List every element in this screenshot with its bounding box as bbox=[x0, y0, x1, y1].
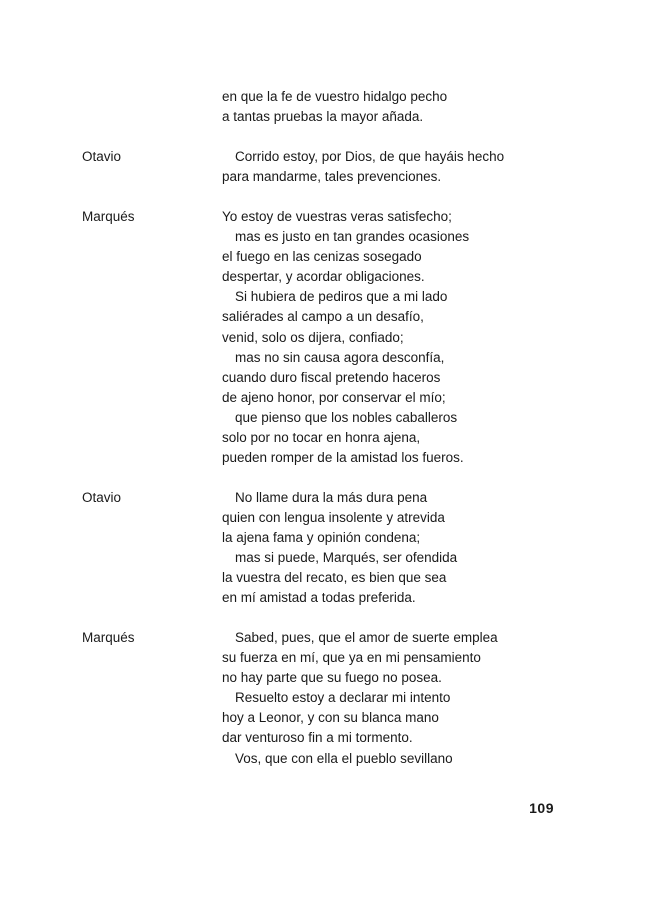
verse-line: de ajeno honor, por conservar el mío; bbox=[222, 389, 446, 405]
verse-lines bbox=[222, 147, 602, 187]
verse-line: saliérades al campo a un desafío, bbox=[222, 309, 424, 325]
verse-line: en que la fe de vuestro hidalgo pecho bbox=[222, 89, 448, 104]
verse-line: pueden romper de la amistad los fueros. bbox=[222, 450, 464, 466]
verse-line: quien con lengua insolente y atrevida bbox=[222, 510, 445, 526]
verse-line: en mí amistad a todas preferida. bbox=[222, 590, 416, 606]
speaker-name: Marqués bbox=[82, 630, 135, 645]
verse-line: despertar, y acordar obligaciones. bbox=[222, 269, 425, 285]
speaker-name: Otavio bbox=[82, 149, 122, 164]
verse-line: la vuestra del recato, es bien que sea bbox=[222, 570, 447, 586]
verse-line: la ajena fama y opinión condena; bbox=[222, 530, 421, 546]
verse-line: dar venturoso fin a mi tormento. bbox=[222, 730, 413, 746]
verse-line: Vos, que con ella el pueblo sevillano bbox=[235, 750, 453, 766]
verse-lines bbox=[222, 628, 602, 769]
verse-line: mas si puede, Marqués, ser ofendida bbox=[235, 550, 458, 566]
speaker-name: Otavio bbox=[82, 490, 122, 505]
verse-line: el fuego en las cenizas sosegado bbox=[222, 249, 422, 265]
verse-line: mas es justo en tan grandes ocasiones bbox=[235, 229, 470, 245]
verse-line: Yo estoy de vuestras veras satisfecho; bbox=[222, 209, 452, 224]
verse-line: Corrido estoy, por Dios, de que hayáis hecho bbox=[235, 149, 505, 164]
verse-lines bbox=[222, 87, 602, 127]
verse-line: Si hubiera de pediros que a mi lado bbox=[235, 289, 448, 305]
verse-line: No llame dura la más dura pena bbox=[235, 490, 428, 505]
verse-line: venid, solo os dijera, confiado; bbox=[222, 329, 404, 345]
speaker-name: Marqués bbox=[82, 209, 135, 224]
verse-line: para mandarme, tales prevenciones. bbox=[222, 169, 442, 185]
verse-line: cuando duro fiscal pretendo haceros bbox=[222, 369, 441, 385]
verse-line: mas no sin causa agora desconfía, bbox=[235, 349, 445, 365]
verse-line: no hay parte que su fuego no posea. bbox=[222, 670, 442, 686]
verse-lines bbox=[222, 207, 602, 468]
verse-line: su fuerza en mí, que ya en mi pensamiento bbox=[222, 650, 481, 666]
page-number: 109 bbox=[529, 800, 554, 816]
verse-line: Resuelto estoy a declarar mi intento bbox=[235, 690, 451, 706]
verse-lines bbox=[222, 488, 602, 609]
verse-line: que pienso que los nobles caballeros bbox=[235, 409, 458, 425]
verse-line: Sabed, pues, que el amor de suerte emplea bbox=[235, 630, 498, 645]
verse-line: hoy a Leonor, y con su blanca mano bbox=[222, 710, 439, 726]
verse-line: a tantas pruebas la mayor añada. bbox=[222, 109, 424, 125]
verse-line: solo por no tocar en honra ajena, bbox=[222, 430, 421, 446]
